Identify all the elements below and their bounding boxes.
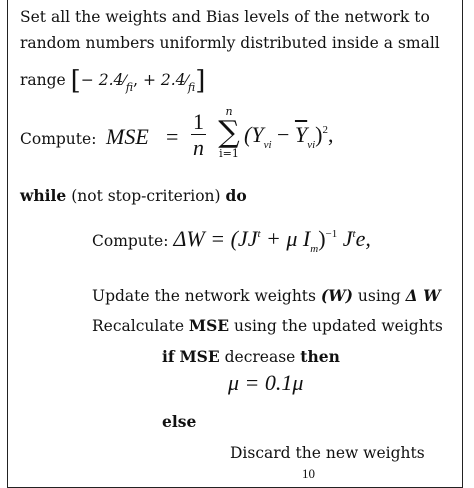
stop-criterion: (not stop-criterion)	[71, 187, 221, 205]
update-w: (W)	[320, 286, 353, 305]
sum-lower: i=1	[219, 147, 239, 160]
intro-line-1: Set all the weights and Bias levels of the network to	[20, 8, 430, 26]
mse-ybar-sub: vi	[307, 139, 316, 151]
mse-y: (Y	[244, 122, 264, 147]
delta-tail: e,	[355, 226, 371, 251]
update-dw: Δ W	[405, 286, 441, 305]
mse-lhs: MSE	[106, 124, 149, 149]
mu-update: μ = 0.1μ	[228, 370, 304, 395]
mse-power: 2	[322, 124, 328, 136]
sum-symbol: n ∑ i=1	[216, 106, 242, 160]
recalc-using: using the updated weights	[229, 317, 443, 335]
mse-fraction	[191, 110, 206, 161]
delta-m-sub: m	[310, 243, 319, 255]
intro-line-2: random numbers uniformly distributed inside a small	[20, 34, 440, 52]
while-keyword: while	[20, 186, 67, 205]
mse-frac-den: n	[193, 135, 204, 160]
mse-ybar: $\overline{Y}$	[294, 122, 308, 147]
do-keyword: do	[225, 186, 247, 205]
then-keyword: then	[300, 347, 340, 366]
delta-formula	[92, 226, 371, 255]
update-using: using	[353, 287, 406, 305]
mse-close: )	[315, 122, 323, 147]
delta-inverse: −1	[325, 228, 338, 240]
cutoff-fraction: 10	[302, 466, 315, 481]
delta-mid: + μ I	[260, 226, 311, 251]
range-upper-den: fi	[187, 81, 196, 94]
if-line	[162, 347, 340, 366]
update-text: Update the network weights	[92, 287, 321, 305]
range-line: range [− $2.4⁄_{fi}$, + $2.4⁄_{fi}$]	[20, 66, 206, 96]
delta-t2: t	[352, 228, 356, 240]
delta-compute-label: Compute:	[92, 232, 169, 250]
mse-minus: −	[271, 122, 295, 147]
range-word: range	[20, 71, 66, 89]
update-line	[92, 286, 441, 305]
recalc-line	[92, 316, 443, 335]
if-keyword: if	[162, 347, 175, 366]
recalc-mse: MSE	[188, 316, 230, 335]
delta-t1: t	[257, 228, 261, 240]
range-upper: + 2.4	[142, 71, 186, 89]
sum-upper: n	[225, 105, 233, 118]
range-lower-den: fi	[125, 81, 134, 94]
delta-rparen: )	[318, 226, 326, 251]
discard-line: Discard the new weights	[230, 444, 425, 462]
range-lower: − 2.4	[80, 71, 124, 89]
mse-comma: ,	[327, 122, 334, 147]
if-decrease: decrease	[224, 348, 296, 366]
mse-y-sub: vi	[263, 139, 272, 151]
mse-term	[244, 122, 334, 151]
delta-expr	[173, 226, 371, 255]
recalc-text: Recalculate	[92, 317, 189, 335]
if-mse: MSE	[179, 347, 220, 366]
mse-equals: =	[166, 124, 179, 149]
while-line	[20, 186, 247, 205]
delta-j: J	[337, 226, 353, 251]
delta-left: ΔW = (JJ	[173, 226, 258, 251]
range-left-bracket: [	[70, 66, 81, 96]
else-keyword: else	[162, 412, 197, 431]
range-right-bracket: ]	[195, 66, 206, 96]
mse-frac-num: 1	[193, 109, 204, 134]
mse-compute-label: Compute:	[20, 130, 97, 148]
